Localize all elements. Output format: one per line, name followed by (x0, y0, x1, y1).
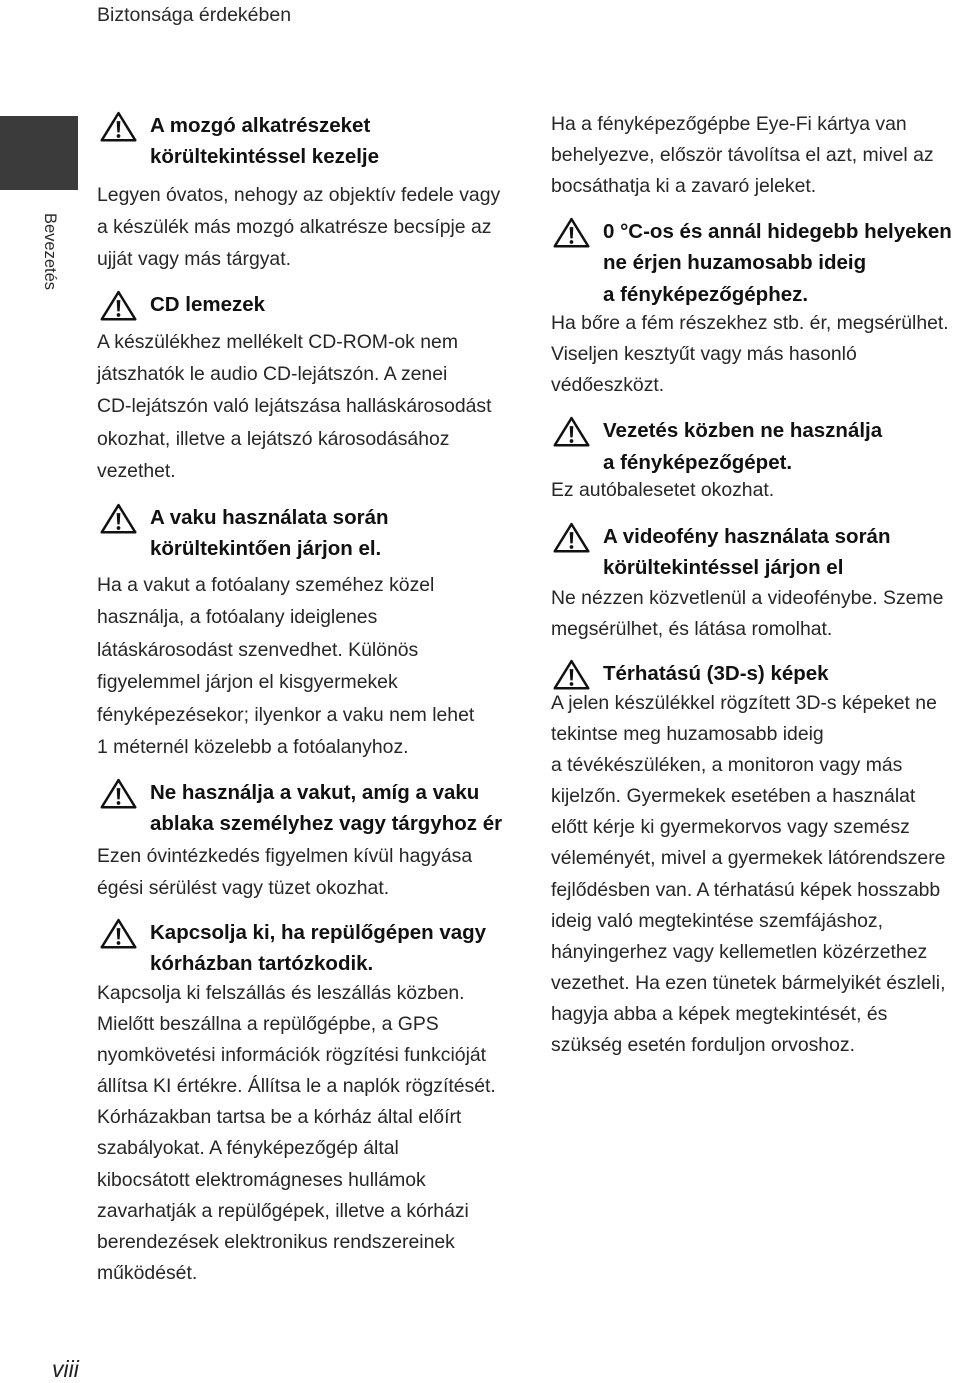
body-line: fejlődésben van. A térhatású képek hosszabb (551, 878, 941, 901)
body-line: Mielőtt beszállna a repülőgépbe, a GPS (97, 1013, 439, 1036)
heading-line: Ne használja a vakut, amíg a vaku (150, 781, 480, 804)
body-line: A készülékhez mellékelt CD-ROM-ok nem (97, 331, 458, 353)
body-line: látáskárosodást szenvedhet. Különös (97, 638, 419, 661)
body-line: a készülék más mozgó alkatrésze becsípje az (97, 216, 492, 239)
heading-line: kórházban tartózkodik. (150, 952, 374, 975)
section-heading (603, 658, 829, 689)
warning-triangle-icon (100, 778, 137, 809)
body-line: hagyja abba a képek megtekintését, és (551, 1002, 888, 1025)
warning-triangle-icon (100, 111, 137, 142)
warning-triangle-icon (100, 290, 137, 321)
section-body (97, 179, 500, 276)
body-line: előtt kérje ki gyermekorvos vagy szemész (551, 816, 910, 839)
heading-line: Térhatású (3D-s) képek (603, 662, 829, 685)
body-line: behelyezve, először távolítsa el azt, mivel az (551, 144, 934, 167)
body-line: hányingerhez vagy kellemetlen közérzethez (551, 940, 928, 963)
body-line: Viseljen kesztyűt vagy más hasonló (551, 343, 857, 366)
heading-line: a fényképezőgéphez. (603, 282, 809, 306)
body-line: 1 méternél közelebb a fotóalanyhoz. (97, 736, 409, 759)
body-line: Kórházakban tartsa be a kórház által előírt (97, 1106, 462, 1129)
heading-line: ablaka személyhez vagy tárgyhoz ér (150, 812, 503, 835)
body-line: figyelemmel járjon el kisgyermekek (97, 671, 398, 694)
body-line: Ha a fényképezőgépbe Eye-Fi kártya van (551, 113, 907, 135)
warning-triangle-icon (553, 217, 590, 248)
section-body (551, 475, 774, 506)
body-line: Kapcsolja ki felszállás és leszállás közben. (97, 982, 465, 1004)
heading-line: Kapcsolja ki, ha repülőgépen vagy (150, 921, 487, 944)
body-line: A jelen készülékkel rögzített 3D-s képeket ne (551, 692, 937, 714)
body-line: kijelzőn. Gyermekek esetében a használat (551, 785, 916, 808)
body-line: működését. (97, 1261, 198, 1284)
section-heading (603, 521, 890, 583)
body-line: Ne nézzen közvetlenül a videofénybe. Szeme (551, 587, 944, 609)
body-line: szabályokat. A fényképezőgép által (97, 1137, 399, 1160)
heading-line: körültekintően járjon el. (150, 537, 382, 560)
warning-triangle-icon (553, 522, 590, 553)
body-line: berendezések elektronikus rendszereinek (97, 1230, 455, 1253)
body-line: fényképezésekor; ilyenkor a vaku nem lehet (97, 703, 475, 726)
body-line: játszhatók le audio CD-lejátszón. A zenei (97, 363, 448, 386)
body-line: vezethet. Ha ezen tünetek bármelyikét észleli, (551, 971, 946, 994)
page-number: viii (52, 1356, 79, 1382)
heading-line: Vezetés közben ne használja (603, 419, 883, 442)
body-line: Legyen óvatos, nehogy az objektív fedele vagy (97, 184, 501, 206)
eye-fi-paragraph (551, 109, 934, 202)
section-body (97, 326, 491, 487)
body-line: vezethet. (97, 459, 176, 482)
section-body (551, 583, 943, 645)
warning-triangle-icon (100, 503, 137, 534)
body-line: CD-lejátszón való lejátszása halláskárosodást (97, 395, 492, 418)
section-body (97, 840, 472, 904)
heading-line: ne érjen huzamosabb ideig (603, 251, 867, 275)
warning-triangle-icon (553, 416, 590, 447)
heading-line: 0 °C-os és annál hidegebb helyeken (603, 220, 952, 243)
warning-triangle-icon (100, 918, 137, 949)
body-line: égési sérülést vagy tüzet okozhat. (97, 877, 390, 899)
body-line: Ezen óvintézkedés figyelmen kívül hagyása (97, 845, 473, 867)
body-line: ujját vagy más tárgyat. (97, 248, 291, 271)
section-body (551, 308, 949, 401)
section-body (97, 569, 474, 763)
body-line: kibocsátott elektromágneses hullámok (97, 1168, 426, 1191)
body-line: okozhat, illetve a lejátszó károsodásához (97, 427, 450, 450)
body-line: állítsa KI értékre. Állítsa le a naplók rögzítését. (97, 1075, 496, 1098)
heading-line: körültekintéssel kezelje (150, 145, 380, 168)
running-header: Biztonsága érdekében (97, 4, 292, 26)
chapter-tab-marker (0, 116, 78, 190)
heading-line: a fényképezőgépet. (603, 450, 793, 474)
heading-line: körültekintéssel járjon el (603, 556, 844, 579)
section-body (97, 978, 496, 1289)
section-heading (150, 502, 389, 564)
warning-triangle-icon (553, 659, 590, 690)
section-heading (150, 917, 486, 979)
body-line: Ez autóbalesetet okozhat. (551, 479, 775, 501)
body-line: nyomkövetési információk rögzítési funkcióját (97, 1044, 487, 1067)
body-line: bocsáthatja ki a zavaró jeleket. (551, 175, 817, 198)
section-body (551, 688, 945, 1061)
heading-line: A vaku használata során (150, 506, 389, 529)
body-line: ideig való megtekintése szemfájáshoz, (551, 909, 883, 932)
section-heading (150, 289, 265, 320)
body-line: szükség esetén forduljon orvoshoz. (551, 1034, 855, 1057)
chapter-tab-label: Bevezetés (41, 213, 59, 291)
section-heading (150, 777, 502, 839)
body-line: véleményét, mivel a gyermekek látórendszere (551, 847, 946, 870)
body-line: Ha a vakut a fotóalany szeméhez közel (97, 574, 435, 596)
section-heading (150, 110, 379, 172)
body-line: a tévékészüléken, a monitoron vagy más (551, 754, 903, 777)
body-line: megsérülhet, és látása romolhat. (551, 618, 833, 641)
section-heading (603, 216, 952, 310)
section-heading (603, 415, 882, 478)
heading-line: A videofény használata során (603, 525, 891, 548)
heading-line: A mozgó alkatrészeket (150, 114, 371, 137)
body-line: védőeszközt. (551, 374, 665, 397)
body-line: tekintse meg huzamosabb ideig (551, 723, 824, 746)
heading-line: CD lemezek (150, 293, 266, 316)
body-line: zavarhatják a repülőgépek, illetve a kórházi (97, 1199, 469, 1222)
body-line: használja, a fotóalany ideiglenes (97, 606, 378, 629)
body-line: Ha bőre a fém részekhez stb. ér, megsérülhet. (551, 312, 949, 334)
